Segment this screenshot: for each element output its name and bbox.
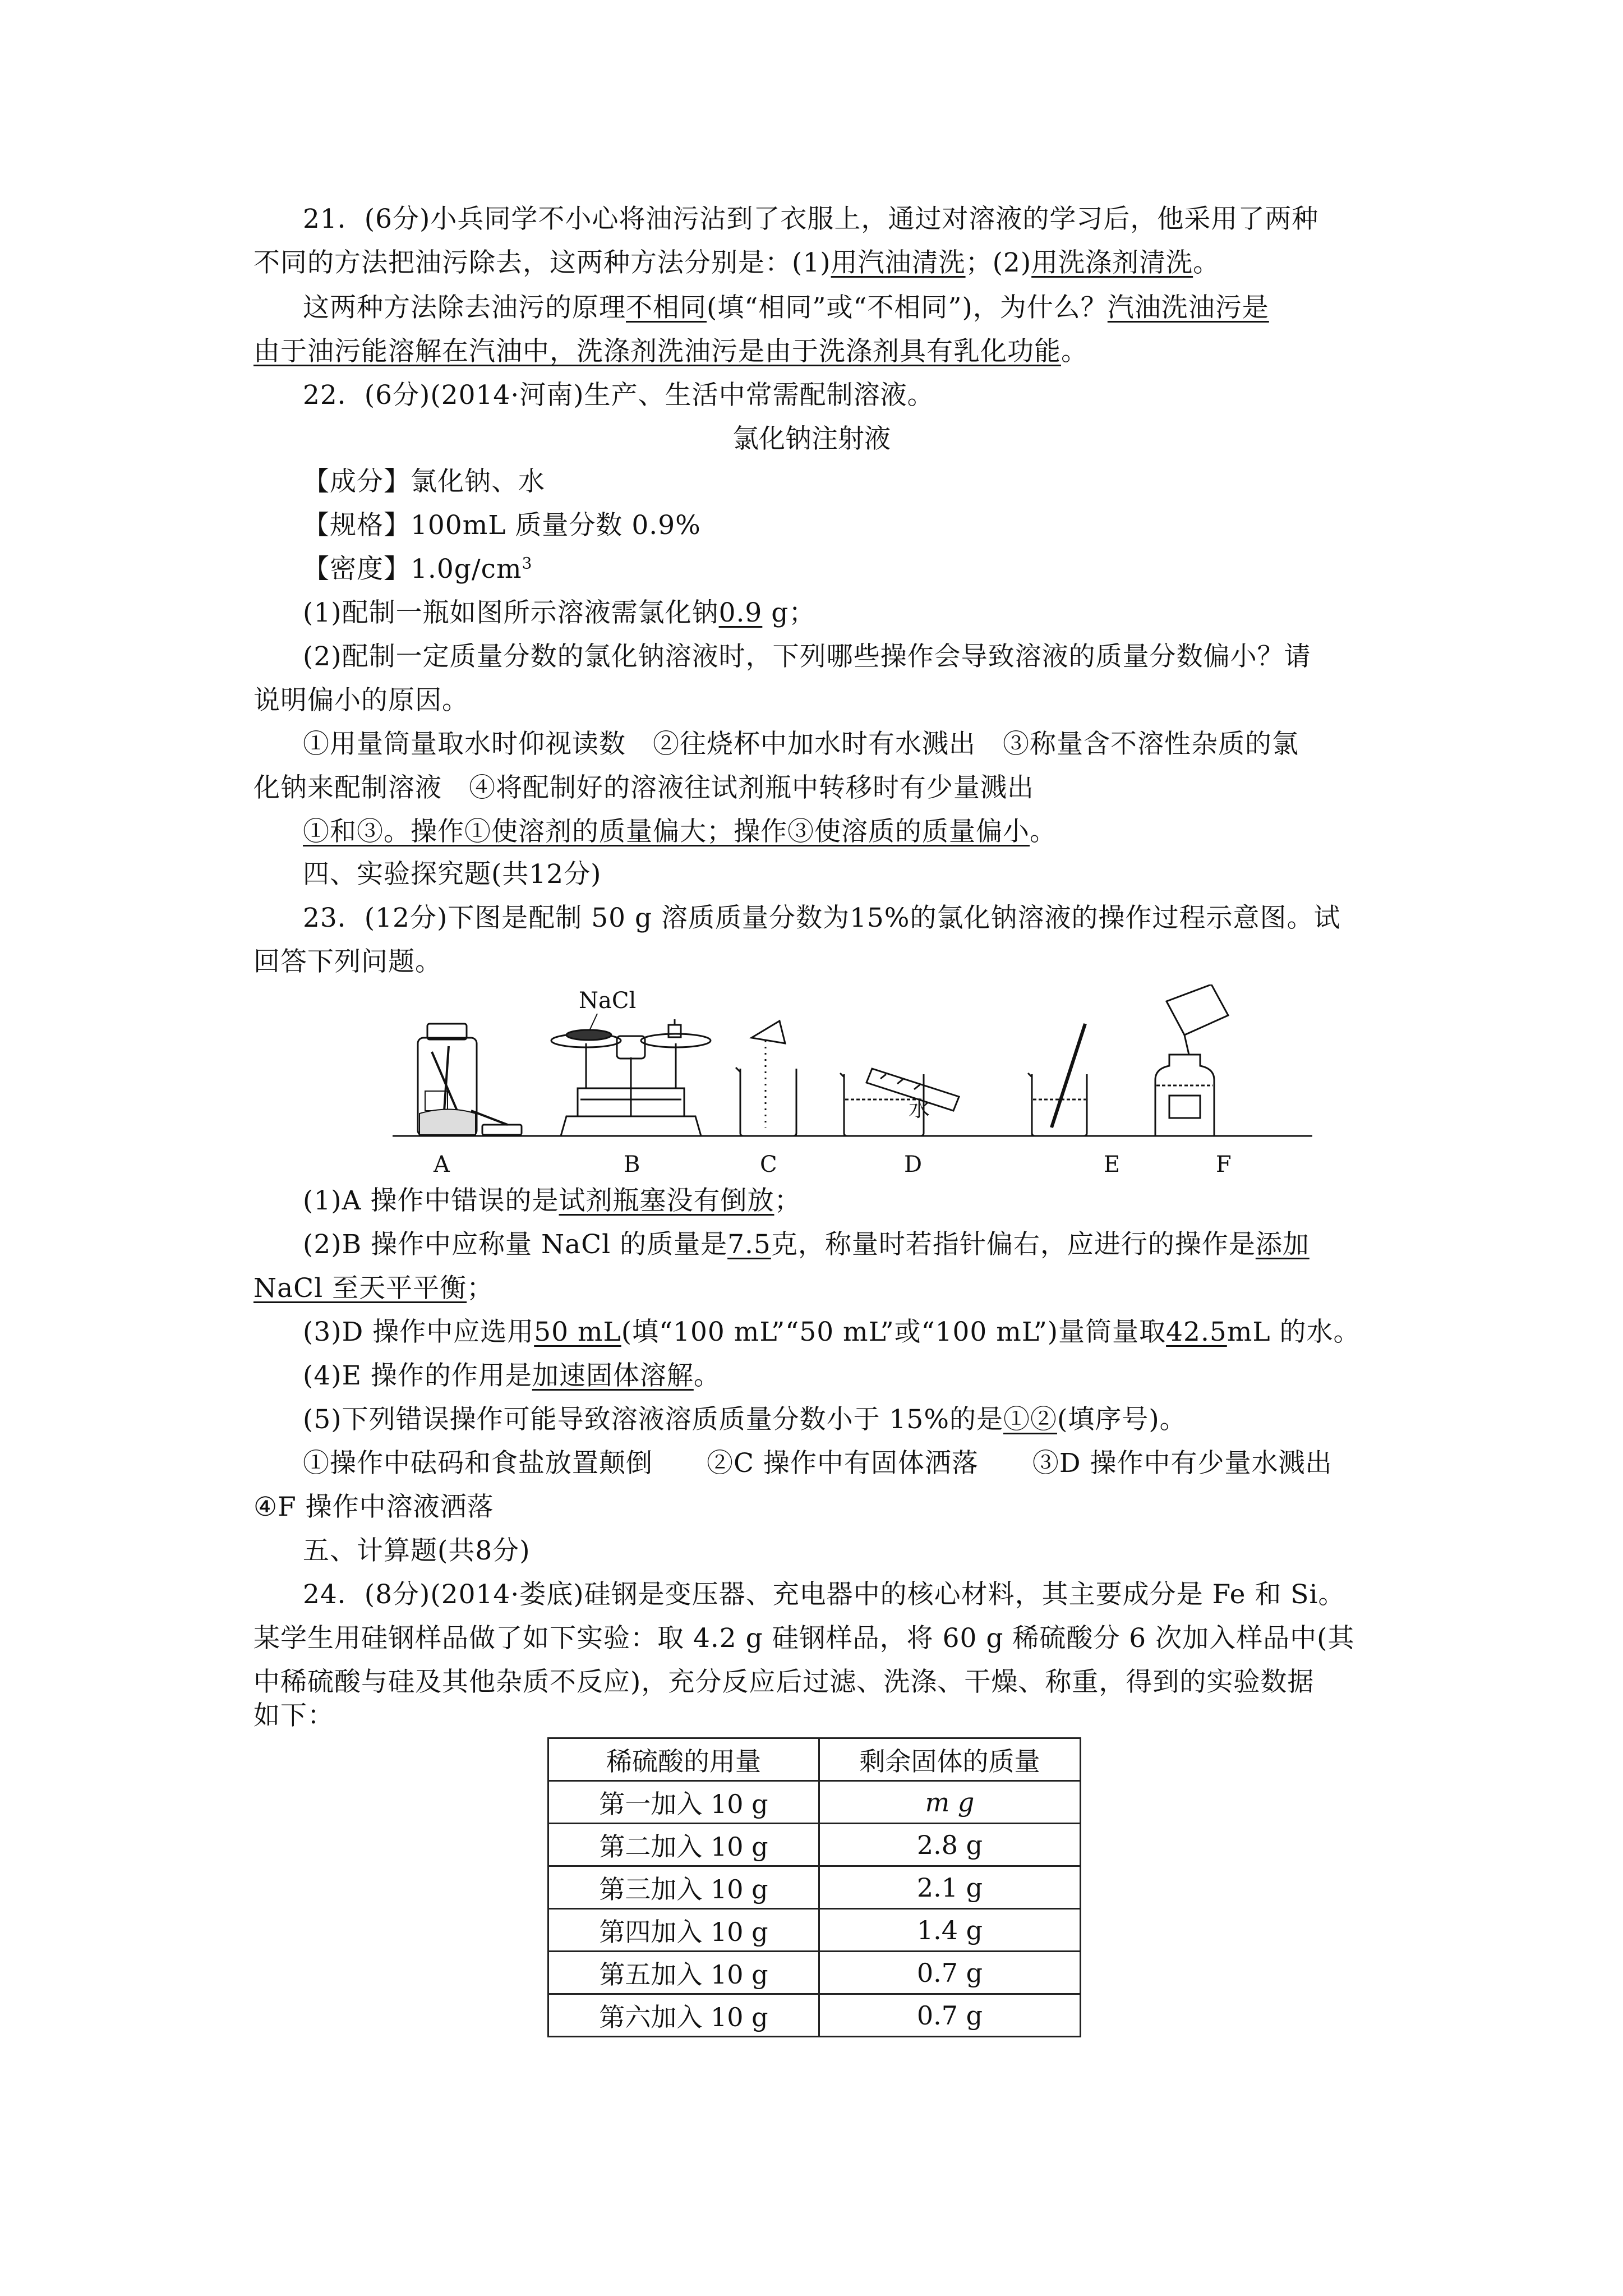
q23-sub4	[303, 1354, 1436, 1398]
q23-sub3-end: mL 的水。	[1227, 1317, 1361, 1347]
q21-answer-2: 用洗涤剂清洗	[1031, 247, 1193, 278]
table-cell: 第一加入 10 g	[548, 1781, 819, 1824]
q21-line4-end: 。	[1061, 336, 1088, 367]
q23-sub2-answer-2a: 添加	[1255, 1229, 1310, 1260]
table-header-cell: 稀硫酸的用量	[548, 1738, 819, 1781]
q23-sub1-answer: 试剂瓶塞没有倒放	[559, 1185, 774, 1216]
q23-sub2-cont	[253, 1267, 1386, 1310]
table-cell: 2.8 g	[819, 1824, 1081, 1866]
q22-density	[303, 547, 1436, 591]
q23-sub5	[303, 1398, 1436, 1442]
q24-line1: 24．(8分)(2014·娄底)硅钢是变压器、充电器中的核心材料，其主要成分是 Fe 和 Si。	[303, 1579, 1345, 1610]
q22-label-title: 氯化钠注射液	[732, 424, 891, 454]
q24-line4: 如下：	[253, 1700, 334, 1731]
q23-experiment-figure	[393, 984, 1312, 1184]
q23-sub1-text: (1)A 操作中错误的是	[303, 1185, 559, 1216]
q21-line2-mid: ；(2)	[965, 247, 1032, 278]
q24-line2: 某学生用硅钢样品做了如下实验：取 4.2 g 硅钢样品，将 60 g 稀硫酸分 6 次加入样品中(其	[253, 1623, 1355, 1654]
q23-sub2-answer-2b: NaCl 至天平平衡	[253, 1273, 467, 1304]
q21-line2-text: 不同的方法把油污除去，这两种方法分别是：(1)	[253, 247, 831, 278]
balance-nacl-label: NaCl	[579, 988, 637, 1014]
q23-sub3-mid: (填“100 mL”“50 mL”或“100 mL”)量筒量取	[621, 1317, 1166, 1347]
q21-line1: 21．(6分)小兵同学不小心将油污沾到了衣服上，通过对溶液的学习后，他采用了两种	[303, 204, 1319, 234]
figure-label-f: F	[1216, 1152, 1232, 1177]
q23-options-line1: ①操作中砝码和食盐放置颠倒 ②C 操作中有固体洒落 ③D 操作中有少量水溅出	[303, 1448, 1332, 1479]
table-cell: 第四加入 10 g	[548, 1909, 819, 1952]
q23-sub4-text: (4)E 操作的作用是	[303, 1360, 532, 1391]
table-cell: 第二加入 10 g	[548, 1824, 819, 1866]
section-5-heading: 五、计算题(共8分)	[303, 1535, 531, 1566]
q23-sub2-mid: 克，称量时若指针偏右，应进行的操作是	[771, 1229, 1256, 1260]
figure-d-beaker-cylinder	[840, 1069, 959, 1136]
q21-answer-4a: 汽油洗油污是	[1107, 292, 1269, 323]
figure-c-beaker	[736, 1021, 796, 1136]
q23-sub2-answer-1: 7.5	[727, 1229, 771, 1260]
q21-line3-mid: (填“相同”或“不相同”)，为什么？	[707, 292, 1108, 323]
q22-sub1	[303, 591, 1436, 635]
q23-sub2	[303, 1223, 1436, 1267]
q22-answer	[303, 810, 1436, 854]
section-4-heading: 四、实验探究题(共12分)	[303, 859, 602, 890]
table-cell: 第六加入 10 g	[548, 1994, 819, 2037]
figure-label-b: B	[624, 1152, 640, 1177]
q22-options-line1: ①用量筒量取水时仰视读数 ②往烧杯中加水时有水溅出 ③称量含不溶性杂质的氯	[303, 729, 1299, 760]
q24-line3: 中稀硫酸与硅及其他杂质不反应)，充分反应后过滤、洗涤、干燥、称重，得到的实验数据	[253, 1667, 1315, 1697]
water-label: 水	[909, 1097, 930, 1121]
q23-line2: 回答下列问题。	[253, 946, 442, 977]
q22-line1: 22．(6分)(2014·河南)生产、生活中常需配制溶液。	[303, 380, 934, 411]
figure-f-bottle	[1155, 984, 1228, 1136]
q22-sub2-line2: 说明偏小的原因。	[253, 685, 469, 716]
table-row	[548, 1909, 1081, 1952]
q23-sub4-end: 。	[693, 1360, 721, 1391]
q23-line1: 23．(12分)下图是配制 50 g 溶质质量分数为15%的氯化钠溶液的操作过程示意图。试	[303, 903, 1341, 933]
q21-line2-end: 。	[1193, 247, 1220, 278]
figure-label-c: C	[760, 1152, 777, 1177]
q23-sub3-text: (3)D 操作中应选用	[303, 1317, 534, 1347]
q22-sub2-line1: (2)配制一定质量分数的氯化钠溶液时，下列哪些操作会导致溶液的质量分数偏小？请	[303, 641, 1311, 672]
q23-sub5-text: (5)下列错误操作可能导致溶液溶质质量分数小于 15%的是	[303, 1404, 1003, 1435]
q22-spec: 【规格】100mL 质量分数 0.9%	[303, 510, 701, 541]
figure-label-d: D	[904, 1152, 923, 1177]
q22-answer-end: 。	[1030, 816, 1057, 847]
q22-sub1-end: g；	[771, 597, 816, 628]
q21-line2	[253, 241, 1386, 285]
q24-data-table	[547, 1737, 1081, 2037]
q21-line3	[303, 286, 1436, 330]
q21-answer-4b: 由于油污能溶解在汽油中，洗涤剂洗油污是由于洗涤剂具有乳化功能	[253, 336, 1061, 367]
q23-sub3-answer-2: 42.5	[1166, 1317, 1227, 1347]
q21-answer-3: 不相同	[626, 292, 707, 323]
table-cell: 0.7 g	[819, 1952, 1081, 1994]
q22-component: 【成分】氯化钠、水	[303, 466, 545, 497]
table-cell: m g	[819, 1781, 1081, 1824]
q22-sub1-answer: 0.9	[718, 597, 763, 628]
q23-options-line2: ④F 操作中溶液洒落	[253, 1492, 494, 1522]
q23-sub2-text: (2)B 操作中应称量 NaCl 的质量是	[303, 1229, 728, 1260]
q22-density-sup: 3	[522, 554, 533, 573]
q23-sub5-answer: ①②	[1003, 1404, 1057, 1435]
q23-sub2-end: ；	[467, 1273, 494, 1304]
table-cell: 第三加入 10 g	[548, 1866, 819, 1909]
q22-options-line2: 化钠来配制溶液 ④将配制好的溶液往试剂瓶中转移时有少量溅出	[253, 772, 1034, 803]
q23-sub1	[303, 1179, 1436, 1223]
q23-sub4-answer: 加速固体溶解	[532, 1360, 694, 1391]
figure-e-beaker-rod	[1028, 1024, 1087, 1136]
q21-answer-1: 用汽油清洗	[831, 247, 966, 278]
table-row	[548, 1952, 1081, 1994]
q21-line3-text: 这两种方法除去油污的原理	[303, 292, 626, 323]
figure-label-a: A	[434, 1152, 450, 1177]
q23-sub3-answer-1: 50 mL	[534, 1317, 621, 1347]
table-header-row	[548, 1738, 1081, 1781]
q22-density-text: 【密度】1.0g/cm	[303, 554, 522, 585]
q23-sub3	[303, 1310, 1436, 1354]
table-cell: 1.4 g	[819, 1909, 1081, 1952]
table-cell: 2.1 g	[819, 1866, 1081, 1909]
table-cell: 第五加入 10 g	[548, 1952, 819, 1994]
figure-label-e: E	[1104, 1152, 1121, 1177]
q22-sub1-text: (1)配制一瓶如图所示溶液需氯化钠	[303, 597, 719, 628]
q23-sub5-end: (填序号)。	[1057, 1404, 1187, 1435]
table-row	[548, 1994, 1081, 2037]
table-row	[548, 1824, 1081, 1866]
q21-line4	[253, 330, 1386, 374]
q23-sub1-end: ；	[774, 1185, 801, 1216]
table-row	[548, 1781, 1081, 1824]
table-cell: 0.7 g	[819, 1994, 1081, 2037]
table-header-cell: 剩余固体的质量	[819, 1738, 1081, 1781]
bottle-stopper-on-bench	[482, 1125, 522, 1135]
table-row	[548, 1866, 1081, 1909]
figure-b-balance	[551, 1019, 711, 1136]
figure-a-reagent-bottle	[418, 1024, 522, 1136]
q22-answer-text: ①和③。操作①使溶剂的质量偏大；操作③使溶质的质量偏小	[303, 816, 1030, 847]
